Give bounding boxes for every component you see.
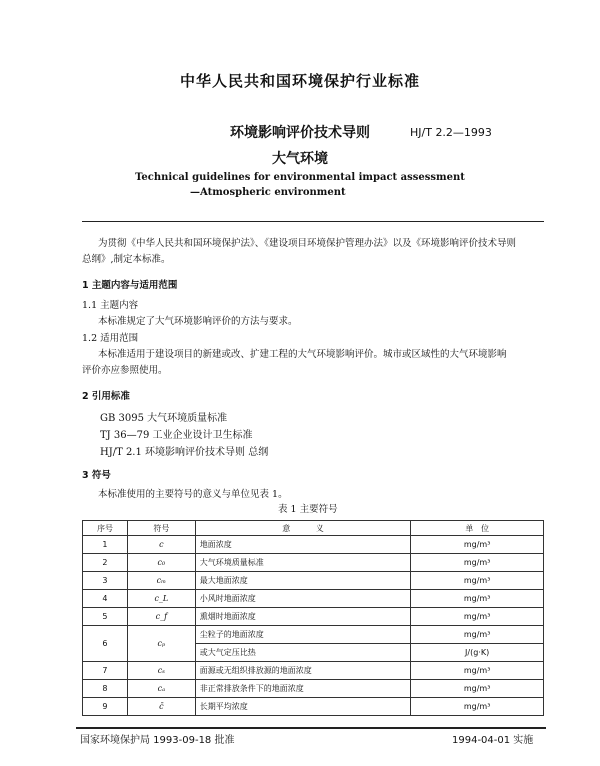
approval-date: 国家环境保护局 1993-09-18 批准 [80,735,235,746]
row-number: 7 [83,662,128,680]
header-unit: 单 位 [411,521,544,536]
row-unit: mg/m³ [411,536,544,554]
reference-item: TJ 36—79 工业企业设计卫生标准 [100,430,253,441]
row-unit: mg/m³ [411,698,544,716]
row-number: 1 [83,536,128,554]
standard-code: HJ/T 2.2—1993 [410,126,492,139]
row-meaning: 面源或无组织排放源的地面浓度 [195,662,411,680]
table-row [83,626,544,644]
row-unit: mg/m³ [411,626,544,644]
table-row [83,698,544,716]
header-divider [82,221,544,222]
table-caption: 表 1 主要符号 [278,504,338,515]
row-symbol: c_f [127,608,195,626]
standard-organization: 中华人民共和国环境保护行业标准 [179,72,420,90]
row-meaning: 尘粒子的地面浓度 [195,626,411,644]
reference-item: GB 3095 大气环境质量标准 [100,413,228,424]
header-meaning: 意 义 [195,521,411,536]
row-meaning: 大气环境质量标准 [195,554,411,572]
table-header-row [83,521,544,536]
row-symbol: cₚ [127,626,195,662]
table-row [83,590,544,608]
row-number: 8 [83,680,128,698]
reference-item: HJ/T 2.1 环境影响评价技术导则 总纲 [100,447,269,458]
row-unit: mg/m³ [411,572,544,590]
row-unit: mg/m³ [411,554,544,572]
english-title: Technical guidelines for environmental impact assessment [135,172,465,183]
intro-line-2: 总纲》,制定本标准。 [82,254,171,265]
row-unit: mg/m³ [411,608,544,626]
section-3-heading: 3 符号 [82,470,111,481]
table-row [83,662,544,680]
row-number: 4 [83,590,128,608]
header-symbol: 符号 [127,521,195,536]
table-row [83,608,544,626]
row-meaning: 小风时地面浓度 [195,590,411,608]
row-meaning: 熏烟时地面浓度 [195,608,411,626]
row-number: 5 [83,608,128,626]
table-row [83,536,544,554]
intro-line-1: 为贯彻《中华人民共和国环境保护法》、《建设项目环境保护管理办法》以及《环境影响评价技术导则 [98,238,517,249]
row-symbol: c̄ [127,698,195,716]
row-unit: mg/m³ [411,590,544,608]
section-1-2-heading: 1.2 适用范围 [82,333,139,344]
section-1-2-text-1: 本标准适用于建设项目的新建或改、扩建工程的大气环境影响评价。城市或区域性的大气环境影响 [98,349,507,360]
row-unit: J/(g·K) [411,644,544,662]
row-unit: mg/m³ [411,680,544,698]
table-row [83,554,544,572]
row-symbol: c [127,536,195,554]
section-2-heading: 2 引用标准 [82,391,130,402]
document-subtitle: 大气环境 [272,151,328,167]
row-symbol: cₛ [127,662,195,680]
row-meaning: 非正常排放条件下的地面浓度 [195,680,411,698]
row-number: 6 [83,626,128,662]
section-1-1-text: 本标准规定了大气环境影响评价的方法与要求。 [98,316,298,327]
table-row [83,572,544,590]
document-title: 环境影响评价技术导则 [230,125,370,141]
row-symbol: c_L [127,590,195,608]
english-subtitle: —Atmospheric environment [190,187,346,198]
row-meaning: 最大地面浓度 [195,572,411,590]
row-number: 3 [83,572,128,590]
row-symbol: cₘ [127,572,195,590]
header-number: 序号 [83,521,128,536]
row-number: 9 [83,698,128,716]
footer-divider [76,727,546,729]
section-1-1-heading: 1.1 主题内容 [82,300,139,311]
row-symbol: cₐ [127,680,195,698]
section-3-text: 本标准使用的主要符号的意义与单位见表 1。 [98,489,288,500]
section-1-heading: 1 主题内容与适用范围 [82,280,178,291]
row-number: 2 [83,554,128,572]
table-row [83,680,544,698]
row-meaning: 地面浓度 [195,536,411,554]
implementation-date: 1994-04-01 实施 [452,735,534,746]
row-symbol: c₀ [127,554,195,572]
row-meaning: 长期平均浓度 [195,698,411,716]
symbols-table [82,520,544,716]
row-unit: mg/m³ [411,662,544,680]
row-meaning: 或大气定压比热 [195,644,411,662]
section-1-2-text-2: 评价亦应参照使用。 [82,365,168,376]
